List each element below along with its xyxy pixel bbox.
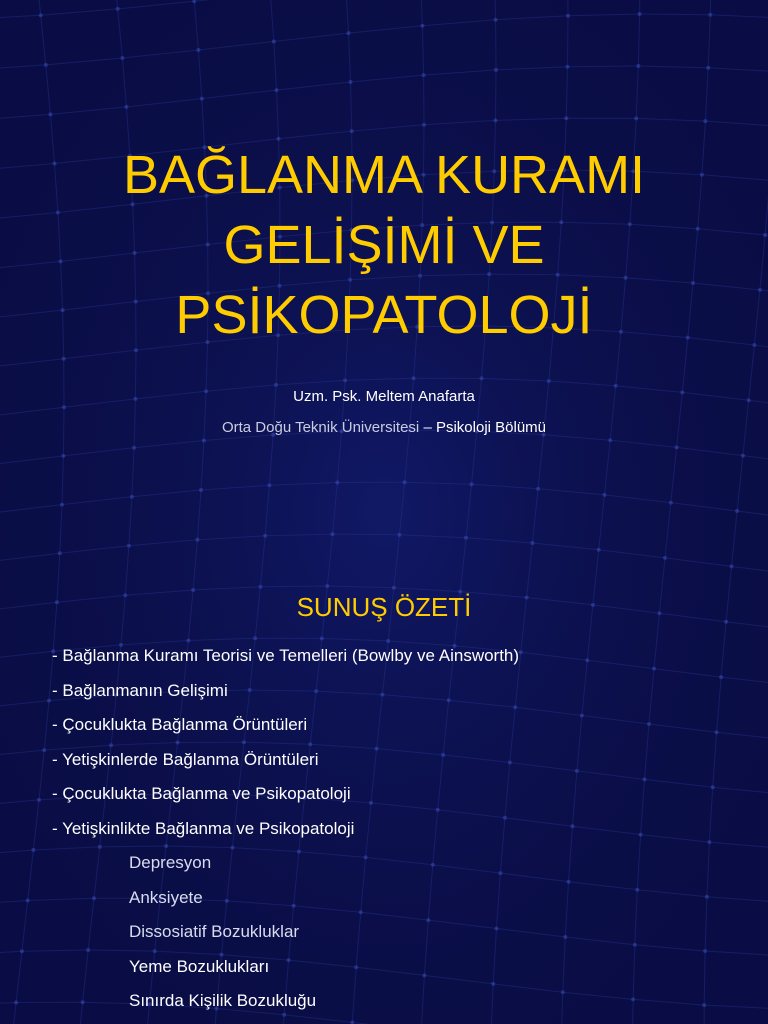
list-item: - Bağlanma Kuramı Teorisi ve Temelleri (Bowlby ve Ainsworth): [52, 646, 520, 665]
title-line-1: BAĞLANMA KURAMI: [122, 145, 646, 205]
grid-node: [350, 129, 354, 133]
grid-node: [494, 118, 498, 122]
grid-node: [536, 487, 540, 491]
grid-node: [735, 509, 739, 513]
grid-node: [62, 405, 66, 409]
grid-node: [669, 501, 673, 505]
author-name: Uzm. Psk. Meltem Anafarta: [293, 388, 475, 405]
grid-node: [349, 80, 353, 84]
grid-node: [263, 534, 267, 538]
grid-node: [39, 13, 43, 17]
grid-node: [420, 24, 424, 28]
grid-node: [494, 68, 498, 72]
grid-node: [703, 949, 707, 953]
grid-node: [124, 105, 128, 109]
grid-node: [575, 769, 579, 773]
grid-node: [636, 64, 640, 68]
grid-node: [547, 379, 551, 383]
grid-node: [707, 840, 711, 844]
grid-node: [325, 584, 329, 588]
grid-node: [20, 949, 24, 953]
grid-node: [202, 439, 206, 443]
grid-node: [253, 636, 257, 640]
grid-node: [706, 66, 710, 70]
list-item: - Çocuklukta Bağlanma Örüntüleri: [52, 715, 308, 734]
grid-node: [412, 376, 416, 380]
grid-node: [272, 40, 276, 44]
list-item: - Bağlanmanın Gelişimi: [52, 680, 228, 700]
summary-title: SUNUŞ ÖZETİ: [296, 592, 472, 622]
grid-node: [638, 12, 642, 16]
grid-node: [608, 438, 612, 442]
grid-node: [48, 112, 52, 116]
grid-node: [331, 532, 335, 536]
grid-node: [566, 14, 570, 18]
grid-node: [14, 1001, 18, 1005]
grid-node: [603, 493, 607, 497]
grid-node: [566, 65, 570, 69]
grid-node: [397, 533, 401, 537]
grid-node: [633, 943, 637, 947]
grid-node: [120, 56, 124, 60]
grid-node: [274, 383, 278, 387]
grid-node: [347, 31, 351, 35]
grid-node: [31, 848, 35, 852]
grid-node: [711, 785, 715, 789]
grid-node: [26, 899, 30, 903]
grid-node: [258, 585, 262, 589]
grid-node: [643, 777, 647, 781]
grid-node: [196, 48, 200, 52]
grid-node: [44, 63, 48, 67]
grid-node: [715, 730, 719, 734]
sub-list-item: Sınırda Kişilik Bozukluğu: [129, 991, 317, 1010]
affiliation: [0, 419, 768, 436]
grid-node: [37, 798, 41, 802]
affiliation-separator: –: [419, 419, 436, 436]
title-line-2: GELİŞİMİ VE: [223, 215, 545, 275]
grid-node: [708, 13, 712, 17]
grid-node: [580, 714, 584, 718]
grid-node: [267, 483, 271, 487]
list-item: - Çocuklukta Bağlanma ve Psikopatoloji: [52, 784, 351, 803]
grid-node: [470, 482, 474, 486]
title-line-3: PSİKOPATOLOJİ: [175, 285, 593, 345]
grid-node: [480, 376, 484, 380]
grid-node: [199, 488, 203, 492]
grid-node: [422, 123, 426, 127]
grid-node: [730, 564, 734, 568]
department-name: Psikoloji Bölümü: [435, 419, 547, 436]
grid-node: [392, 586, 396, 590]
grid-node: [403, 480, 407, 484]
sub-list-item: Dissosiatif Bozukluklar: [129, 922, 300, 941]
grid-node: [200, 97, 204, 101]
grid-node: [719, 675, 723, 679]
grid-node: [386, 639, 390, 643]
grid-node: [639, 833, 643, 837]
grid-node: [741, 454, 745, 458]
grid-node: [634, 116, 638, 120]
slide-title: [0, 140, 768, 350]
grid-node: [519, 650, 523, 654]
grid-node: [563, 935, 567, 939]
grid-node: [422, 73, 426, 77]
grid-node: [61, 454, 65, 458]
grid-node: [343, 378, 347, 382]
grid-node: [564, 116, 568, 120]
summary-list: [52, 644, 519, 1024]
grid-node: [464, 536, 468, 540]
grid-node: [130, 495, 134, 499]
list-item: - Yetişkinlerde Bağlanma Örüntüleri: [52, 749, 319, 769]
grid-node: [335, 481, 339, 485]
grid-node: [530, 541, 534, 545]
grid-node: [62, 357, 66, 361]
grid-node: [275, 88, 279, 92]
grid-node: [571, 824, 575, 828]
grid-node: [631, 997, 635, 1001]
grid-node: [652, 667, 656, 671]
grid-node: [675, 445, 679, 449]
grid-node: [60, 503, 64, 507]
grid-node: [703, 119, 707, 123]
grid-node: [635, 888, 639, 892]
grid-node: [42, 748, 46, 752]
grid-node: [585, 658, 589, 662]
grid-node: [58, 551, 62, 555]
grid-node: [597, 548, 601, 552]
grid-node: [647, 722, 651, 726]
grid-node: [186, 639, 190, 643]
sub-list-item: Yeme Bozuklukları: [129, 956, 270, 976]
grid-node: [132, 446, 136, 450]
sub-list-item: Anksiyete: [129, 887, 203, 907]
grid-node: [116, 7, 120, 11]
grid-node: [195, 538, 199, 542]
grid-node: [561, 990, 565, 994]
grid-node: [127, 544, 131, 548]
university-name: Orta Doğu Teknik Üniversitesi: [221, 419, 420, 436]
grid-node: [702, 1003, 706, 1007]
grid-node: [705, 895, 709, 899]
grid-node: [320, 636, 324, 640]
grid-node: [663, 556, 667, 560]
grid-node: [47, 699, 51, 703]
sub-list-item: Depresyon: [129, 853, 212, 872]
grid-node: [567, 880, 571, 884]
list-item: - Yetişkinlikte Bağlanma ve Psikopatoloji: [52, 818, 355, 838]
grid-node: [494, 18, 498, 22]
